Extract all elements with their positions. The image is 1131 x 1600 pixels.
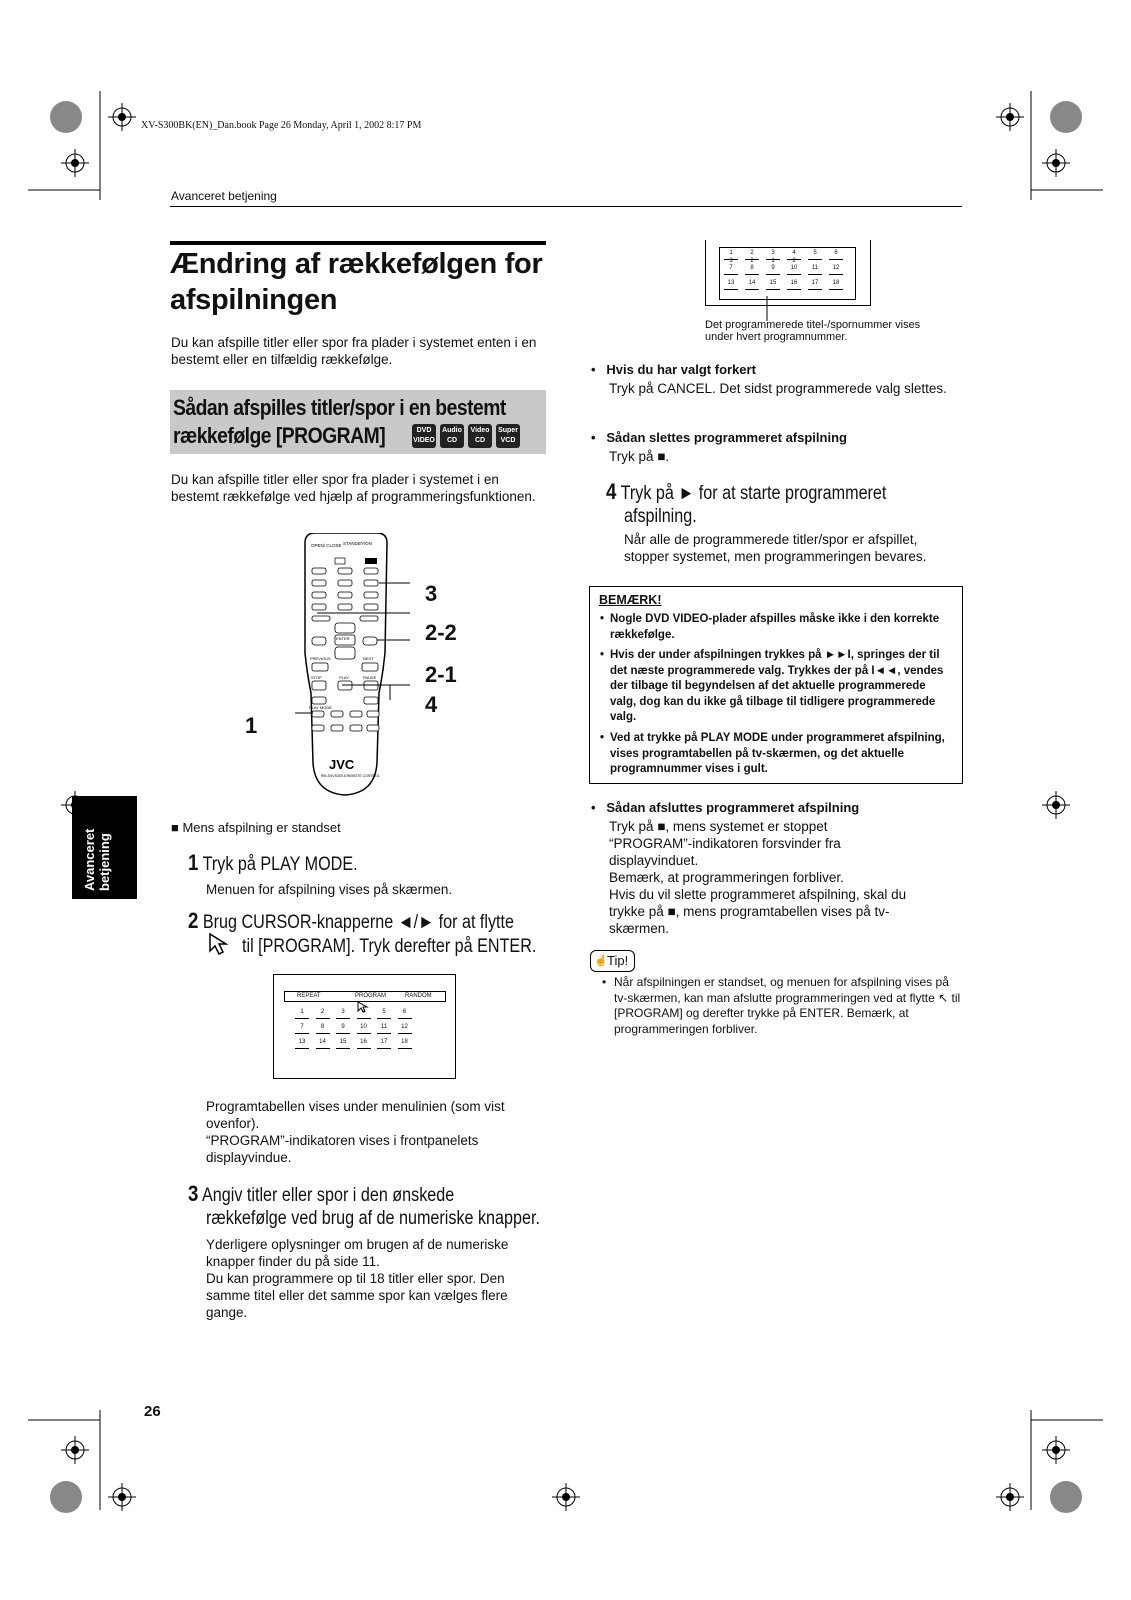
callout-2-1: 2-1 bbox=[425, 662, 457, 687]
standby-label: STANDBY/ON bbox=[343, 541, 372, 546]
program-slot-number: 13 bbox=[727, 280, 735, 286]
step-4: 4 Tryk på ► for at starte programmeret bbox=[606, 479, 887, 504]
tip-text: • Når afspilningen er standset, og menuen for afspilning vises på tv-skærmen, kan man afslutte programmeringen ved at flytte ↖ til [PROGRAM] og derefter trykke på ENTER. Bemærk, at programmeringen forbliver. bbox=[602, 975, 961, 1036]
section-title-line2: rækkefølge [PROGRAM] bbox=[173, 423, 386, 448]
previous-label: PREVIOUS bbox=[310, 656, 331, 661]
program-slot-line bbox=[377, 1018, 391, 1019]
super-vcd-badge: Super VCD bbox=[496, 424, 520, 448]
side-tab-line2: betjening bbox=[97, 833, 112, 891]
step-2: 2 Brug CURSOR-knapperne ◄/► for at flytte bbox=[188, 908, 515, 933]
note-box bbox=[589, 586, 963, 784]
program-slot-line bbox=[829, 289, 843, 290]
program-slot-line bbox=[336, 1048, 350, 1049]
program-slot-line bbox=[808, 274, 822, 275]
dvd-video-badge: DVD VIDEO bbox=[412, 424, 436, 448]
program-slot-number: 5 bbox=[813, 250, 817, 256]
step-4-desc: Når alle de programmerede titler/spor er afspillet, stopper systemet, men programmeringen bevares. bbox=[624, 532, 927, 564]
video-cd-badge: Video CD bbox=[468, 424, 492, 448]
program-slot-number: 17 bbox=[811, 280, 819, 286]
program-slot-number: 16 bbox=[360, 1039, 367, 1045]
program-slot-number: 11 bbox=[380, 1024, 388, 1030]
program-slot-line bbox=[316, 1018, 330, 1019]
step-1: 1 Tryk på PLAY MODE. bbox=[188, 850, 358, 875]
program-slot-number: 13 bbox=[298, 1039, 306, 1045]
program-entry: 3 bbox=[729, 258, 733, 264]
program-slot-number: 17 bbox=[380, 1039, 388, 1045]
note-item-1: • Nogle DVD VIDEO-plader afspilles måske ikke i den korrekte rækkefølge. bbox=[600, 613, 940, 641]
program-slot-number: 14 bbox=[748, 280, 756, 286]
program-screen bbox=[705, 240, 871, 306]
enter-button-label: ENTER bbox=[336, 636, 350, 641]
side-tab-line1: Avanceret bbox=[82, 828, 97, 891]
program-slot-line bbox=[295, 1033, 309, 1034]
bullet-delete: • Sådan slettes programmeret afspilning Tryk på ■. bbox=[591, 430, 847, 464]
program-slot-number: 9 bbox=[341, 1024, 345, 1030]
print-header: XV-S300BK(EN)_Dan.book Page 26 Monday, April 1, 2002 8:17 PM bbox=[141, 120, 422, 131]
bullet-wrong: • Hvis du har valgt forkert Tryk på CANCEL. Det sidst programmerede valg slettes. bbox=[591, 362, 947, 396]
step-3: 3 Angiv titler eller spor i den ønskede bbox=[188, 1181, 455, 1206]
program-slot-line bbox=[398, 1018, 412, 1019]
open-close-label: OPEN/ CLOSE bbox=[311, 543, 342, 548]
program-slot-number: 11 bbox=[811, 265, 819, 271]
next-label: NEXT bbox=[363, 656, 374, 661]
stop-square-icon: ■ bbox=[171, 820, 183, 835]
step-3-desc: Yderligere oplysninger om brugen af de numeriske knapper finder du på side 11. bbox=[206, 1237, 509, 1269]
program-slot-number: 7 bbox=[300, 1024, 304, 1030]
program-slot-number: 7 bbox=[729, 265, 733, 271]
program-slot-number: 6 bbox=[834, 250, 838, 256]
program-slot-line bbox=[787, 274, 801, 275]
note-item-2: • Hvis der under afspilningen trykkes på ►►I, springes der til det næste programmerede valg. Trykkes der på I◄◄, vendes der tilbage til begyndelsen af det aktuelle programmerede valg, dog kan du ikke gå tilbage til tidligere programmerede valg. bbox=[600, 649, 944, 723]
section-title-line1: Sådan afspilles titler/spor i en bestemt bbox=[173, 395, 506, 420]
menu-program: PROGRAM bbox=[355, 993, 387, 999]
program-slot-line bbox=[377, 1048, 391, 1049]
tip-badge: ☝ Tip! bbox=[590, 950, 635, 972]
program-slot-number: 1 bbox=[300, 1009, 304, 1015]
program-slot-line bbox=[829, 274, 843, 275]
section-heading-box bbox=[170, 390, 546, 454]
program-slot-number: 14 bbox=[319, 1039, 326, 1045]
header-rule bbox=[170, 206, 962, 207]
program-slot-line bbox=[295, 1018, 309, 1019]
callout-2-2: 2-2 bbox=[425, 620, 457, 645]
end-program-p1: Tryk på ■, mens systemet er stoppet “PROGRAM”-indikatoren forsvinder fra displayvinduet. bbox=[609, 819, 841, 868]
program-slot-number: 3 bbox=[341, 1009, 345, 1015]
program-slot-number: 1 bbox=[729, 250, 733, 256]
after-step2-p2: “PROGRAM”-indikatoren vises i frontpanelets displayvindue. bbox=[206, 1133, 479, 1165]
program-slot-line bbox=[808, 289, 822, 290]
disc-badges bbox=[408, 424, 520, 448]
program-slot-number: 18 bbox=[832, 280, 840, 286]
program-grid-box bbox=[719, 247, 856, 300]
remote-model: RM-SXVS300 A REMOTE CONTROL bbox=[321, 774, 380, 778]
standby-note: ■ Mens afspilning er standset bbox=[171, 820, 341, 835]
program-slot-number: 2 bbox=[750, 250, 754, 256]
step-3-desc2: Du kan programmere op til 18 titler eller spor. Den samme titel eller det samme spor kan vælges flere gange. bbox=[206, 1271, 508, 1320]
pointer-icon bbox=[207, 931, 237, 962]
program-slot-number: 4 bbox=[792, 250, 796, 256]
program-slot-line bbox=[316, 1033, 330, 1034]
program-slot-number: 5 bbox=[382, 1009, 386, 1015]
step-1-desc: Menuen for afspilning vises på skærmen. bbox=[206, 882, 453, 897]
program-slot-line bbox=[357, 1048, 371, 1049]
section-text: Du kan afspille titler eller spor fra plader i systemet i en bestemt rækkefølge ved hjælp af programmeringsfunktionen. bbox=[171, 472, 536, 504]
program-slot-line bbox=[766, 289, 780, 290]
menu-screen bbox=[273, 974, 456, 1079]
remote-control-illustration bbox=[295, 533, 495, 803]
callout-3: 3 bbox=[425, 581, 438, 606]
note-title: BEMÆRK! bbox=[599, 593, 662, 607]
program-slot-number: 16 bbox=[790, 280, 798, 286]
page-title: Ændring af rækkefølgen for afspilningen bbox=[170, 248, 543, 316]
program-slot-number: 4 bbox=[361, 1009, 366, 1015]
program-slot-line bbox=[357, 1033, 371, 1034]
program-slot-number: 12 bbox=[401, 1024, 408, 1030]
stop-label: STOP bbox=[311, 675, 322, 680]
program-slot-line bbox=[316, 1048, 330, 1049]
program-slot-number: 10 bbox=[790, 265, 798, 271]
program-slot-number: 9 bbox=[771, 265, 775, 271]
end-program-p3: Hvis du vil slette programmeret afspilning, skal du trykke på ■, mens programtabellen vises på tv-skærmen. bbox=[609, 887, 907, 936]
program-slot-line bbox=[724, 289, 738, 290]
jvc-logo: JVC bbox=[329, 757, 355, 772]
program-slot-number: 12 bbox=[832, 265, 840, 271]
program-slot-number: 3 bbox=[771, 250, 775, 256]
program-slot-line bbox=[357, 1018, 371, 1019]
program-slot-line bbox=[745, 274, 759, 275]
program-slot-line bbox=[808, 259, 822, 260]
page-number: 26 bbox=[144, 1403, 161, 1420]
end-program-section: • Sådan afsluttes programmeret afspilning Tryk på ■, mens systemet er stoppet “PROGRAM”-indikatoren forsvinder fra displayvinduet. Bemærk, at programmeringen forbliver. Hvis du vil slette programmeret afspilning, skal du trykke på ■, mens programtabellen vises på tv-skærmen. bbox=[591, 800, 961, 937]
callout-1: 1 bbox=[245, 713, 258, 738]
program-slot-line bbox=[398, 1048, 412, 1049]
program-slot-number: 15 bbox=[339, 1039, 347, 1045]
callout-4: 4 bbox=[425, 692, 438, 717]
program-slot-line bbox=[377, 1033, 391, 1034]
program-slot-line bbox=[724, 274, 738, 275]
menu-repeat: REPEAT bbox=[297, 993, 321, 999]
program-slot-line bbox=[766, 274, 780, 275]
title-rule bbox=[170, 241, 546, 245]
after-step2-p1: Programtabellen vises under menulinien (som vist ovenfor). bbox=[206, 1099, 505, 1131]
program-caption-pointer bbox=[762, 296, 772, 321]
program-slot-line bbox=[398, 1033, 412, 1034]
program-entry: 2 bbox=[750, 258, 754, 264]
play-label: PLAY bbox=[339, 675, 349, 680]
program-entry: 2 bbox=[792, 258, 796, 264]
end-program-p2: Bemærk, at programmeringen forbliver. bbox=[609, 870, 844, 885]
pause-label: PAUSE bbox=[363, 675, 377, 680]
program-slot-line bbox=[829, 259, 843, 260]
program-slot-number: 8 bbox=[320, 1024, 325, 1030]
program-slot-line bbox=[787, 289, 801, 290]
program-slot-line bbox=[336, 1018, 350, 1019]
intro-text: Du kan afspille titler eller spor fra plader i systemet enten i en bestemt eller en tilfældig rækkefølge. bbox=[171, 335, 537, 367]
step-3-line2: rækkefølge ved brug af de numeriske knapper. bbox=[206, 1208, 540, 1229]
program-entry: 1 bbox=[771, 258, 775, 264]
end-program-head: Sådan afsluttes programmeret afspilning bbox=[606, 800, 860, 815]
program-slot-number: 6 bbox=[402, 1009, 407, 1015]
hand-icon: ☝ bbox=[594, 955, 608, 967]
audio-cd-badge: Audio CD bbox=[440, 424, 464, 448]
program-slot-line bbox=[745, 289, 759, 290]
note-item-3: • Ved at trykke på PLAY MODE under programmeret afspilning, vises programtabellen på tv-skærmen, og det aktuelle programnummer vises i gult. bbox=[600, 732, 945, 775]
program-slot-number: 18 bbox=[401, 1039, 408, 1045]
program-slot-number: 2 bbox=[320, 1009, 325, 1015]
step-2-line2: til [PROGRAM]. Tryk derefter på ENTER. bbox=[242, 936, 537, 957]
play-mode-label: PLAY MODE bbox=[309, 705, 332, 710]
program-slot-number: 15 bbox=[769, 280, 777, 286]
program-slot-number: 8 bbox=[750, 265, 754, 271]
program-slot-line bbox=[295, 1048, 309, 1049]
step-4-line2: afspilning. bbox=[624, 506, 697, 527]
program-slot-number: 10 bbox=[360, 1024, 367, 1030]
side-tab bbox=[72, 796, 137, 899]
menu-random: RANDOM bbox=[405, 993, 432, 999]
program-caption: Det programmerede titel-/spornummer vises under hvert programnummer. bbox=[705, 319, 921, 343]
running-header: Avanceret betjening bbox=[171, 189, 277, 203]
program-slot-line bbox=[336, 1033, 350, 1034]
